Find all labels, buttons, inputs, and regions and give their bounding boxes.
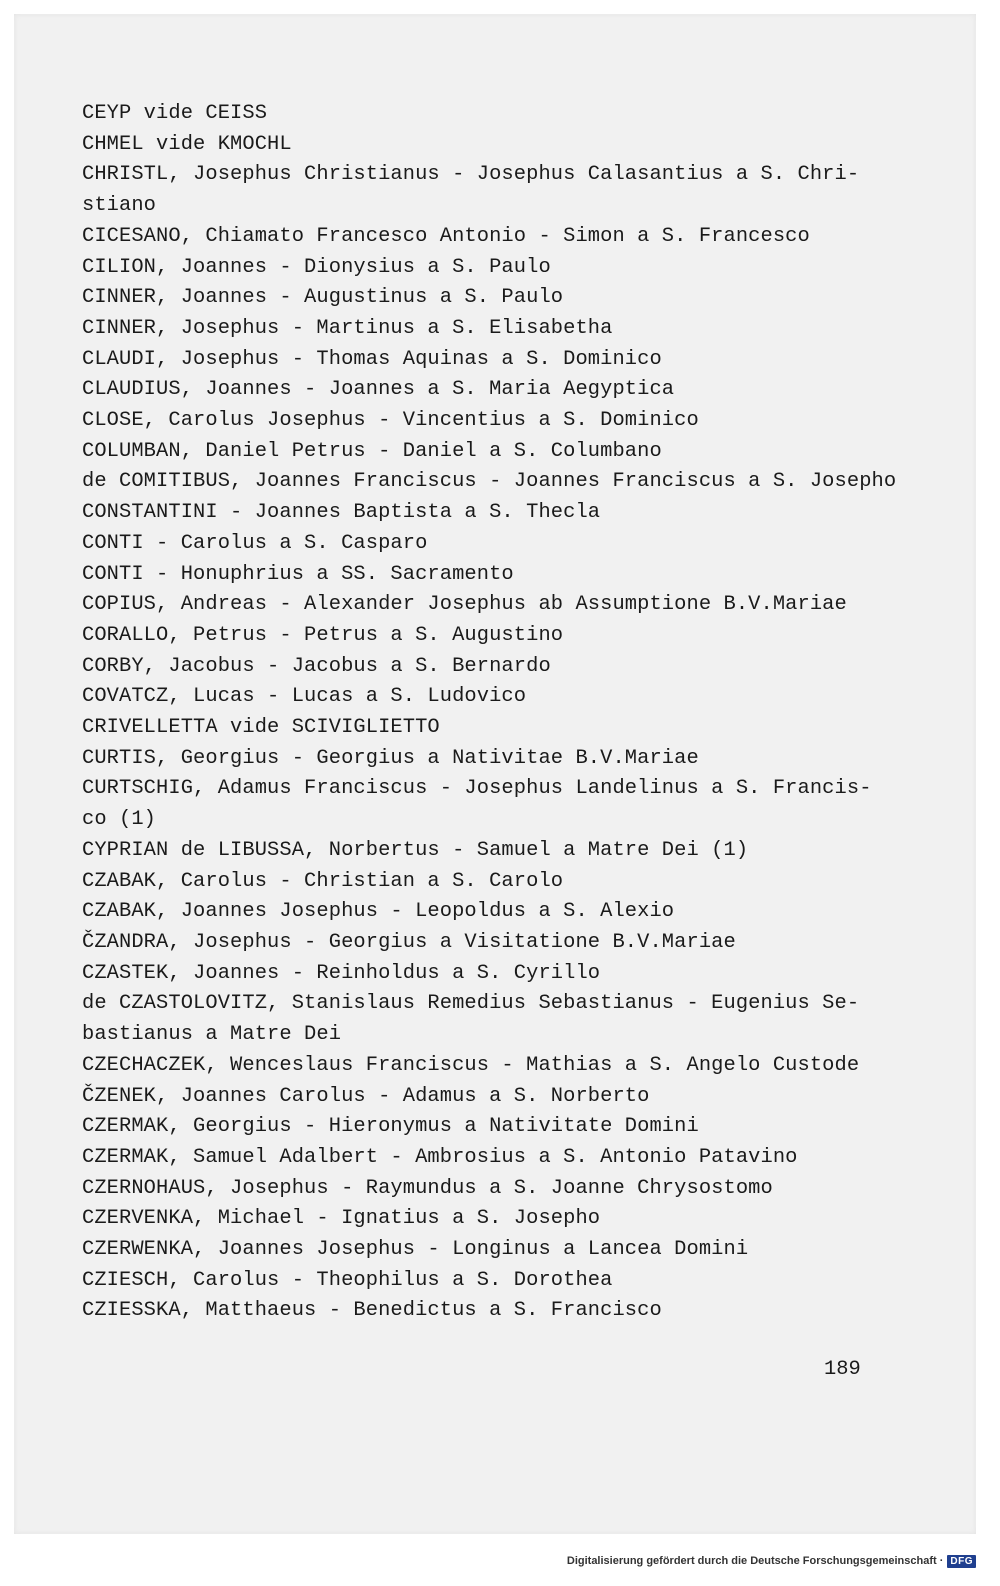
footer-credit-text: Digitalisierung gefördert durch die Deutsche Forschungsgemeinschaft · (566, 1555, 944, 1567)
index-entry-line: CLAUDI, Josephus - Thomas Aquinas a S. Dominico (82, 347, 662, 371)
index-entry-line: CZERWENKA, Joannes Josephus - Longinus a Lancea Domini (82, 1238, 749, 1262)
index-entry-line: CORBY, Jacobus - Jacobus a S. Bernardo (82, 654, 551, 678)
dfg-logo-icon: DFG (947, 1555, 976, 1568)
index-entry-line: CZECHACZEK, Wenceslaus Franciscus - Mathias a S. Angelo Custode (82, 1053, 860, 1077)
index-entry-line: CILION, Joannes - Dionysius a S. Paulo (82, 255, 551, 279)
index-entry-line: CZERNOHAUS, Josephus - Raymundus a S. Joanne Chrysostomo (82, 1176, 773, 1200)
index-entry-line: CLOSE, Carolus Josephus - Vincentius a S. Dominico (82, 409, 699, 433)
index-entry-line: CZERVENKA, Michael - Ignatius a S. Josepho (82, 1207, 601, 1231)
index-entry-line: CZASTEK, Joannes - Reinholdus a S. Cyrillo (82, 961, 601, 985)
index-entry-line: CURTIS, Georgius - Georgius a Nativitae B.V.Mariae (82, 746, 699, 770)
index-entry-line: CINNER, Josephus - Martinus a S. Elisabetha (82, 316, 613, 340)
index-entry-line: bastianus a Matre Dei (82, 1023, 342, 1047)
name-index-list (82, 99, 962, 1327)
index-entry-line: CURTSCHIG, Adamus Franciscus - Josephus Landelinus a S. Francis- (82, 777, 872, 801)
digitization-footer (567, 1550, 976, 1572)
index-entry-line: CZABAK, Carolus - Christian a S. Carolo (82, 869, 564, 893)
scanned-page (14, 14, 976, 1534)
index-entry-line: de COMITIBUS, Joannes Franciscus - Joannes Franciscus a S. Josepho (82, 470, 897, 494)
index-entry-line: CONTI - Carolus a S. Casparo (82, 531, 428, 555)
page-number: 189 (824, 1358, 861, 1381)
index-entry-line: CHMEL vide KMOCHL (82, 132, 292, 156)
index-entry-line: de CZASTOLOVITZ, Stanislaus Remedius Sebastianus - Eugenius Se- (82, 992, 860, 1016)
index-entry-line: CYPRIAN de LIBUSSA, Norbertus - Samuel a Matre Dei (1) (82, 838, 749, 862)
index-entry-line: CZIESCH, Carolus - Theophilus a S. Dorothea (82, 1268, 613, 1292)
index-entry-line: COLUMBAN, Daniel Petrus - Daniel a S. Columbano (82, 439, 662, 463)
index-entry-line: CONTI - Honuphrius a SS. Sacramento (82, 562, 514, 586)
index-entry-line: COPIUS, Andreas - Alexander Josephus ab Assumptione B.V.Mariae (82, 593, 847, 617)
index-entry-line: CICESANO, Chiamato Francesco Antonio - Simon a S. Francesco (82, 224, 810, 248)
index-entry-line: CRIVELLETTA vide SCIVIGLIETTO (82, 716, 440, 740)
index-entry-line: CHRISTL, Josephus Christianus - Josephus Calasantius a S. Chri- (82, 163, 860, 187)
index-entry-line: CINNER, Joannes - Augustinus a S. Paulo (82, 286, 564, 310)
index-entry-line: CORALLO, Petrus - Petrus a S. Augustino (82, 623, 564, 647)
index-entry-line: ČZENEK, Joannes Carolus - Adamus a S. Norberto (82, 1084, 650, 1108)
index-entry-line: CZIESSKA, Matthaeus - Benedictus a S. Francisco (82, 1299, 662, 1323)
index-entry-line: CZERMAK, Georgius - Hieronymus a Nativitate Domini (82, 1115, 699, 1139)
index-entry-line: CLAUDIUS, Joannes - Joannes a S. Maria Aegyptica (82, 378, 675, 402)
index-entry-line: ČZANDRA, Josephus - Georgius a Visitatione B.V.Mariae (82, 930, 736, 954)
index-entry-line: CEYP vide CEISS (82, 102, 268, 125)
index-entry-line: CONSTANTINI - Joannes Baptista a S. Thecla (82, 501, 601, 525)
index-entry-line: stiano (82, 194, 157, 218)
index-entry-line: co (1) (82, 808, 157, 832)
index-entry-line: CZERMAK, Samuel Adalbert - Ambrosius a S. Antonio Patavino (82, 1145, 798, 1169)
index-entry-line: COVATCZ, Lucas - Lucas a S. Ludovico (82, 685, 527, 709)
index-entry-line: CZABAK, Joannes Josephus - Leopoldus a S. Alexio (82, 900, 675, 924)
